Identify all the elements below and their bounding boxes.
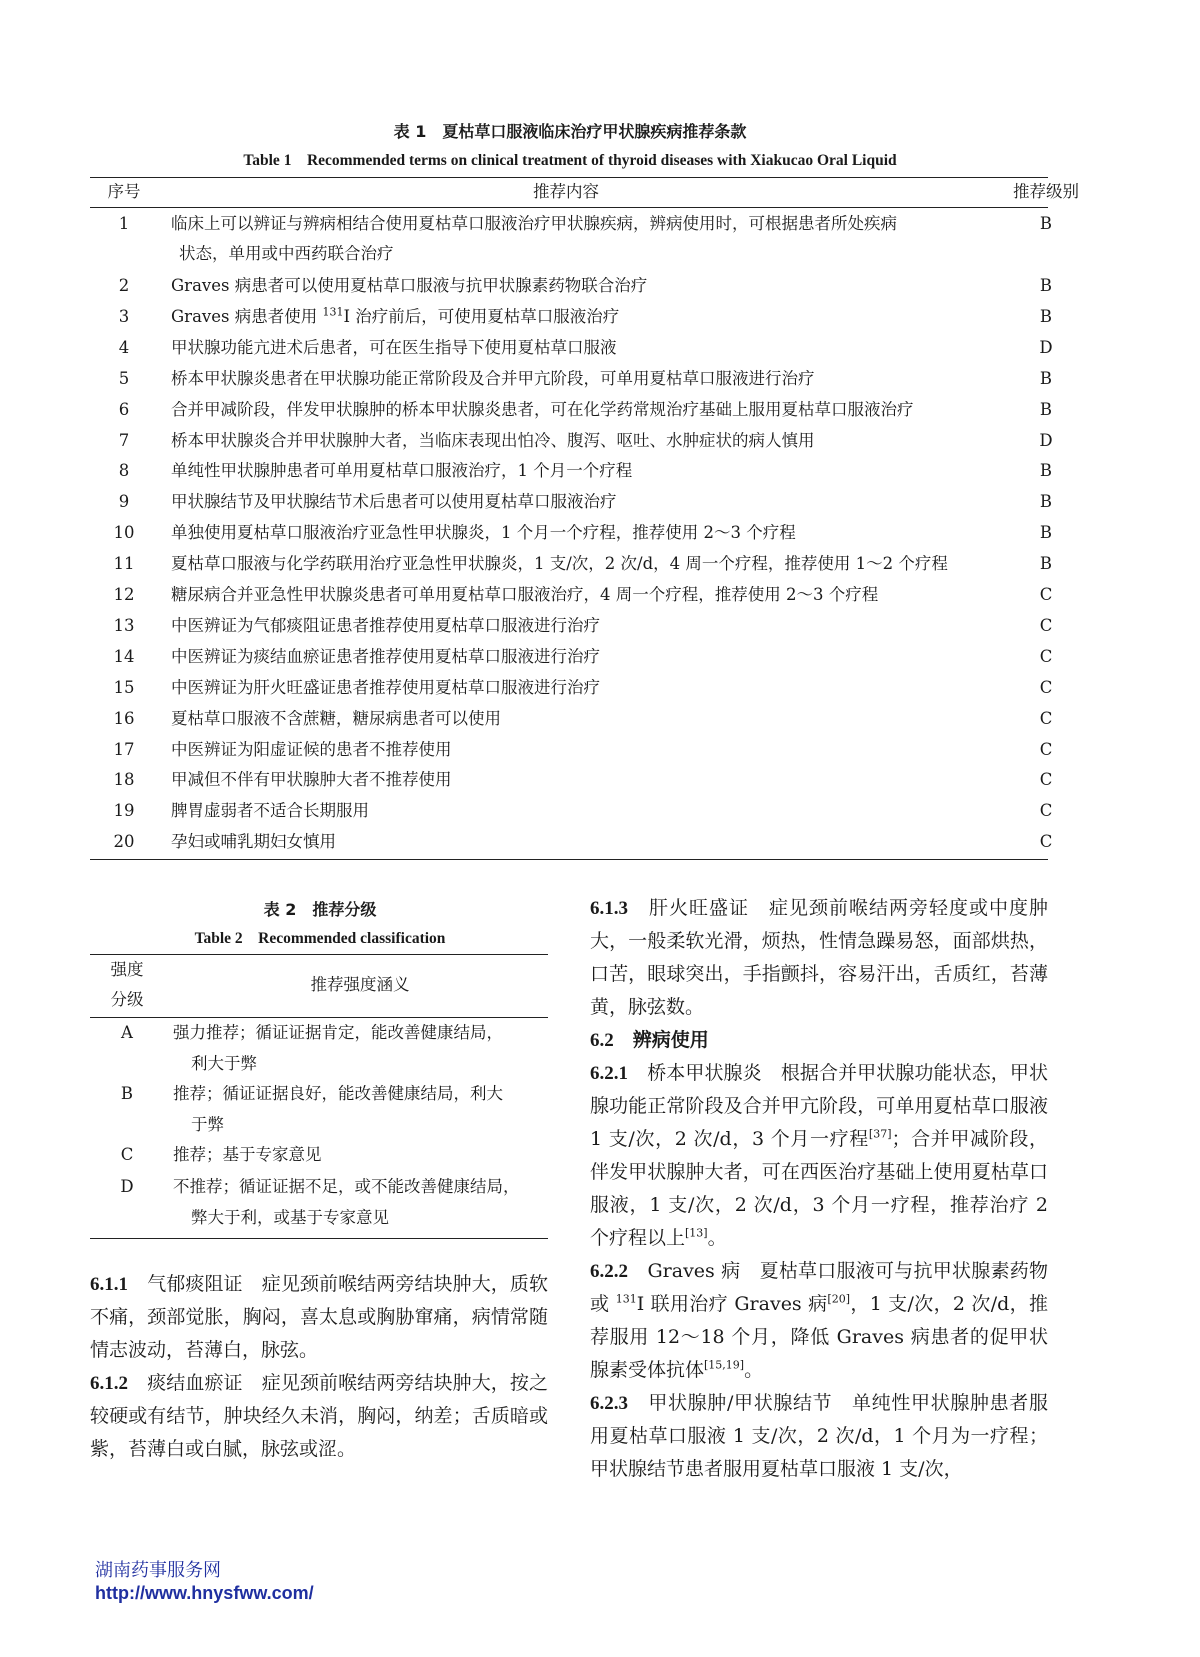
table1-row-grade: C bbox=[1039, 677, 1053, 697]
table1-row-content bbox=[171, 616, 600, 636]
table1-row-number: 17 bbox=[113, 739, 135, 759]
content-line: 中医辨证为阳虚证候的患者不推荐使用 bbox=[171, 739, 452, 759]
table1-row-number: 3 bbox=[118, 306, 130, 326]
section-number: 6.1.1 bbox=[90, 1274, 128, 1295]
content-line: 单独使用夏枯草口服液治疗亚急性甲状腺炎，1 个月一个疗程，推荐使用 2～3 个疗程 bbox=[171, 523, 796, 543]
table1-row-grade: C bbox=[1039, 708, 1053, 728]
section-body: 症见颈前喉结两旁结块肿大，质软不痛，颈部觉胀，胸闷，喜太息或胸胁窜痛，病情常随情志波动，苔薄白，脉弦。 bbox=[90, 1273, 548, 1361]
section-title: 辨病使用 bbox=[632, 1029, 709, 1051]
table1-row-grade: B bbox=[1039, 399, 1053, 419]
table2-row-grade: C bbox=[120, 1145, 134, 1164]
table2-bottom-rule bbox=[90, 1238, 548, 1239]
section-title: 气郁痰阻证 bbox=[147, 1273, 243, 1295]
table1-header-rule bbox=[90, 207, 1048, 208]
table1-row-content bbox=[171, 523, 796, 543]
section-body: 。 bbox=[707, 1227, 727, 1249]
section-6-1-2 bbox=[90, 1367, 548, 1466]
content-line: 夏枯草口服液不含蔗糖，糖尿病患者可以使用 bbox=[171, 708, 501, 728]
section-6-2 bbox=[590, 1024, 1048, 1057]
table1-row-number: 15 bbox=[113, 677, 135, 697]
table1-row-content bbox=[171, 214, 897, 264]
table1-row-content bbox=[171, 400, 914, 420]
table2-row-meaning-cont: 于弊 bbox=[191, 1115, 224, 1134]
content-line: 甲状腺结节及甲状腺结节术后患者可以使用夏枯草口服液治疗 bbox=[171, 492, 617, 512]
table1-row-content bbox=[171, 740, 452, 760]
table1-row-number: 18 bbox=[113, 770, 135, 790]
table2-caption-en: Table 2 Recommended classification bbox=[194, 930, 446, 947]
content-text: I 治疗前后，可使用夏枯草口服液治疗 bbox=[343, 306, 620, 326]
table1-header-number: 序号 bbox=[107, 182, 141, 201]
table2-header-grade-l1: 强度 bbox=[110, 960, 144, 979]
section-body: 。 bbox=[744, 1359, 764, 1381]
footer bbox=[95, 1560, 314, 1604]
table1-row-number: 2 bbox=[118, 276, 130, 295]
table1-row-content bbox=[171, 585, 878, 605]
table1-bottom-rule bbox=[90, 859, 1048, 860]
table1-row-content bbox=[171, 369, 815, 389]
table1-row-grade: C bbox=[1039, 832, 1053, 852]
table1-row-grade: C bbox=[1039, 739, 1053, 759]
section-body: I 联用治疗 Graves 病 bbox=[636, 1293, 828, 1315]
section-body: ，1 支/次，2 次/d，推荐服用 12～18 个月，降低 Graves 病患者的促甲状腺素受体抗体 bbox=[590, 1293, 1048, 1381]
table1-row-grade: C bbox=[1039, 801, 1053, 821]
table1-header-content: 推荐内容 bbox=[533, 182, 599, 201]
table1-row-number: 19 bbox=[113, 801, 135, 821]
table1-row-number: 12 bbox=[113, 585, 135, 604]
section-title: 甲状腺肿/甲状腺结节 bbox=[648, 1392, 833, 1414]
section-number: 6.1.3 bbox=[590, 898, 628, 919]
table1-caption-zh: 表 1 夏枯草口服液临床治疗甲状腺疾病推荐条款 bbox=[393, 122, 747, 141]
citation: [13] bbox=[685, 1226, 708, 1240]
table1-row-content bbox=[171, 554, 948, 574]
section-body: 单纯性甲状腺肿患者服用夏枯草口服液 1 支/次，2 次/d，1 个月为一疗程；甲状腺结节患者服用夏枯草口服液 1 支/次， bbox=[590, 1392, 1048, 1480]
section-number: 6.2 bbox=[590, 1030, 614, 1051]
section-6-2-3 bbox=[590, 1387, 1048, 1486]
table1-row-number: 6 bbox=[118, 399, 130, 419]
table1-row-grade: C bbox=[1039, 615, 1053, 635]
table1-row-number: 13 bbox=[113, 615, 135, 635]
section-title: Graves 病 bbox=[647, 1260, 741, 1282]
table1-row-number: 4 bbox=[118, 337, 130, 357]
table2-caption-zh: 表 2 推荐分级 bbox=[263, 900, 377, 919]
citation: [20] bbox=[827, 1292, 851, 1306]
table1-row-grade: B bbox=[1039, 461, 1053, 481]
table2-row-meaning: 不推荐；循证证据不足，或不能改善健康结局， bbox=[173, 1177, 520, 1196]
content-line: 脾胃虚弱者不适合长期服用 bbox=[171, 801, 369, 821]
table1-row-number: 11 bbox=[113, 554, 135, 574]
table2-row-grade: B bbox=[120, 1084, 134, 1103]
table1-top-rule bbox=[90, 177, 1048, 178]
citation: [37] bbox=[868, 1127, 892, 1141]
section-body: ；合并甲减阶段，伴发甲状腺肿大者，可在西医治疗基础上使用夏枯草口服液，1 支/次，2 次/d，3 个月一疗程，推荐治疗 2 个疗程以上 bbox=[590, 1128, 1048, 1249]
table1-row-number: 1 bbox=[118, 214, 130, 233]
table1-row-content bbox=[171, 461, 632, 481]
content-line: 甲状腺功能亢进术后患者，可在医生指导下使用夏枯草口服液 bbox=[171, 337, 617, 357]
content-line: Graves 病患者可以使用夏枯草口服液与抗甲状腺素药物联合治疗 bbox=[171, 276, 648, 295]
section-title: 桥本甲状腺炎 bbox=[647, 1062, 762, 1084]
left-column bbox=[90, 1268, 548, 1466]
table1-row-grade: C bbox=[1039, 646, 1053, 666]
table1-row-grade: D bbox=[1039, 430, 1053, 450]
table1-row-content bbox=[171, 492, 617, 512]
superscript: 131 bbox=[322, 305, 344, 319]
table1-row-grade: B bbox=[1039, 523, 1053, 543]
content-line: 中医辨证为气郁痰阻证患者推荐使用夏枯草口服液进行治疗 bbox=[171, 615, 600, 635]
table1-row-number: 5 bbox=[118, 368, 130, 388]
content-line: 中医辨证为肝火旺盛证患者推荐使用夏枯草口服液进行治疗 bbox=[171, 677, 600, 697]
table1-row-number: 9 bbox=[118, 492, 130, 512]
section-number: 6.2.1 bbox=[590, 1063, 628, 1084]
table1-row-content bbox=[171, 709, 501, 729]
section-6-2-2 bbox=[590, 1255, 1048, 1387]
table2-row-meaning: 推荐；基于专家意见 bbox=[173, 1145, 322, 1164]
right-column bbox=[590, 892, 1048, 1486]
content-line: 夏枯草口服液与化学药联用治疗亚急性甲状腺炎，1 支/次，2 次/d，4 周一个疗程，推荐使用 1～2 个疗程 bbox=[171, 554, 948, 574]
content-line: 单纯性甲状腺肿患者可单用夏枯草口服液治疗，1 个月一个疗程 bbox=[171, 461, 633, 481]
section-body: 根据合并甲状腺功能状态，甲状腺功能正常阶段及合并甲亢阶段，可单用夏枯草口服液 1 支/次，2 次/d，3 个月一疗程 bbox=[590, 1062, 1048, 1150]
section-body: 夏枯草口服液可与抗甲状腺素药物或 bbox=[590, 1260, 1048, 1315]
section-number: 6.2.3 bbox=[590, 1393, 628, 1414]
section-number: 6.1.2 bbox=[90, 1373, 128, 1394]
table1-row-grade: D bbox=[1039, 337, 1053, 357]
citation: [15,19] bbox=[704, 1358, 745, 1372]
content-line: 临床上可以辨证与辨病相结合使用夏枯草口服液治疗甲状腺疾病，辨病使用时，可根据患者所处疾病 bbox=[171, 214, 897, 233]
section-title: 肝火旺盛证 bbox=[649, 897, 749, 919]
table1-row-grade: B bbox=[1039, 276, 1053, 295]
table1-row-grade: B bbox=[1039, 554, 1053, 574]
content-line: 合并甲减阶段，伴发甲状腺肿的桥本甲状腺炎患者，可在化学药常规治疗基础上服用夏枯草口服液治疗 bbox=[171, 399, 914, 419]
table1-row-content bbox=[171, 678, 600, 698]
section-body: 症见颈前喉结两旁结块肿大，按之较硬或有结节，肿块经久未消，胸闷，纳差；舌质暗或紫，苔薄白或白腻，脉弦或涩。 bbox=[90, 1372, 548, 1460]
content-line: 中医辨证为痰结血瘀证患者推荐使用夏枯草口服液进行治疗 bbox=[171, 646, 600, 666]
table1-row-number: 7 bbox=[118, 430, 130, 450]
table2-row-meaning: 推荐；循证证据良好，能改善健康结局，利大 bbox=[173, 1084, 503, 1103]
table1-row-content bbox=[171, 832, 336, 852]
table2-header-grade-l2: 分级 bbox=[110, 990, 144, 1009]
section-6-1-1 bbox=[90, 1268, 548, 1367]
content-line: 糖尿病合并亚急性甲状腺炎患者可单用夏枯草口服液治疗，4 周一个疗程，推荐使用 2～3 个疗程 bbox=[171, 585, 879, 604]
content-line: 甲减但不伴有甲状腺肿大者不推荐使用 bbox=[171, 770, 452, 790]
table1-row-number: 10 bbox=[113, 523, 135, 543]
table1-row-content bbox=[171, 647, 600, 667]
content-text: Graves 病患者使用 bbox=[171, 306, 323, 326]
table1-row-content bbox=[171, 801, 369, 821]
table1-row-grade: C bbox=[1039, 585, 1053, 604]
table2-row-grade: D bbox=[120, 1177, 134, 1196]
section-title: 痰结血瘀证 bbox=[147, 1372, 243, 1394]
table2-row-grade: A bbox=[121, 1023, 133, 1042]
footer-url-link[interactable]: http://www.hnysfww.com/ bbox=[95, 1583, 314, 1603]
section-number: 6.2.2 bbox=[590, 1261, 628, 1282]
superscript: 131 bbox=[615, 1292, 637, 1306]
section-6-2-1 bbox=[590, 1057, 1048, 1255]
content-line: 桥本甲状腺炎合并甲状腺肿大者，当临床表现出怕冷、腹泻、呕吐、水肿症状的病人慎用 bbox=[171, 430, 815, 450]
table1-header-grade: 推荐级别 bbox=[1013, 182, 1079, 201]
section-body: 症见颈前喉结两旁轻度或中度肿大，一般柔软光滑，烦热，性情急躁易怒，面部烘热，口苦，眼球突出，手指颤抖，容易汗出，舌质红，苔薄黄，脉弦数。 bbox=[590, 897, 1048, 1018]
table2-row-meaning-cont: 利大于弊 bbox=[191, 1054, 257, 1073]
table1-row-content bbox=[171, 307, 619, 327]
table1-row-content bbox=[171, 276, 647, 296]
table1-row-grade: C bbox=[1039, 770, 1053, 790]
content-line: 桥本甲状腺炎患者在甲状腺功能正常阶段及合并甲亢阶段，可单用夏枯草口服液进行治疗 bbox=[171, 368, 815, 388]
table1-caption-en: Table 1 Recommended terms on clinical treatment of thyroid diseases with Xiakucao Oral Liquid bbox=[243, 152, 897, 169]
table1-row-grade: B bbox=[1039, 492, 1053, 512]
table1-row-content bbox=[171, 770, 452, 790]
table1-row-number: 14 bbox=[113, 646, 135, 666]
table1-row-grade: B bbox=[1039, 214, 1053, 233]
section-6-1-3 bbox=[590, 892, 1048, 1024]
table1-row-content bbox=[171, 431, 815, 451]
table1-row-grade: B bbox=[1039, 368, 1053, 388]
table2-row-meaning: 强力推荐；循证证据肯定，能改善健康结局， bbox=[173, 1023, 503, 1042]
table2-header-meaning: 推荐强度涵义 bbox=[310, 975, 410, 994]
footer-site-name: 湖南药事服务网 bbox=[95, 1560, 221, 1581]
table1-row-number: 8 bbox=[118, 461, 130, 481]
table1-row-grade: B bbox=[1039, 306, 1053, 326]
content-line: 孕妇或哺乳期妇女慎用 bbox=[171, 832, 336, 852]
content-line: 状态，单用或中西药联合治疗 bbox=[179, 244, 394, 263]
table1-row-number: 20 bbox=[113, 832, 135, 852]
table1-row-number: 16 bbox=[113, 708, 135, 728]
table1-row-content bbox=[171, 338, 617, 358]
table2-row-meaning-cont: 弊大于利，或基于专家意见 bbox=[191, 1208, 389, 1227]
